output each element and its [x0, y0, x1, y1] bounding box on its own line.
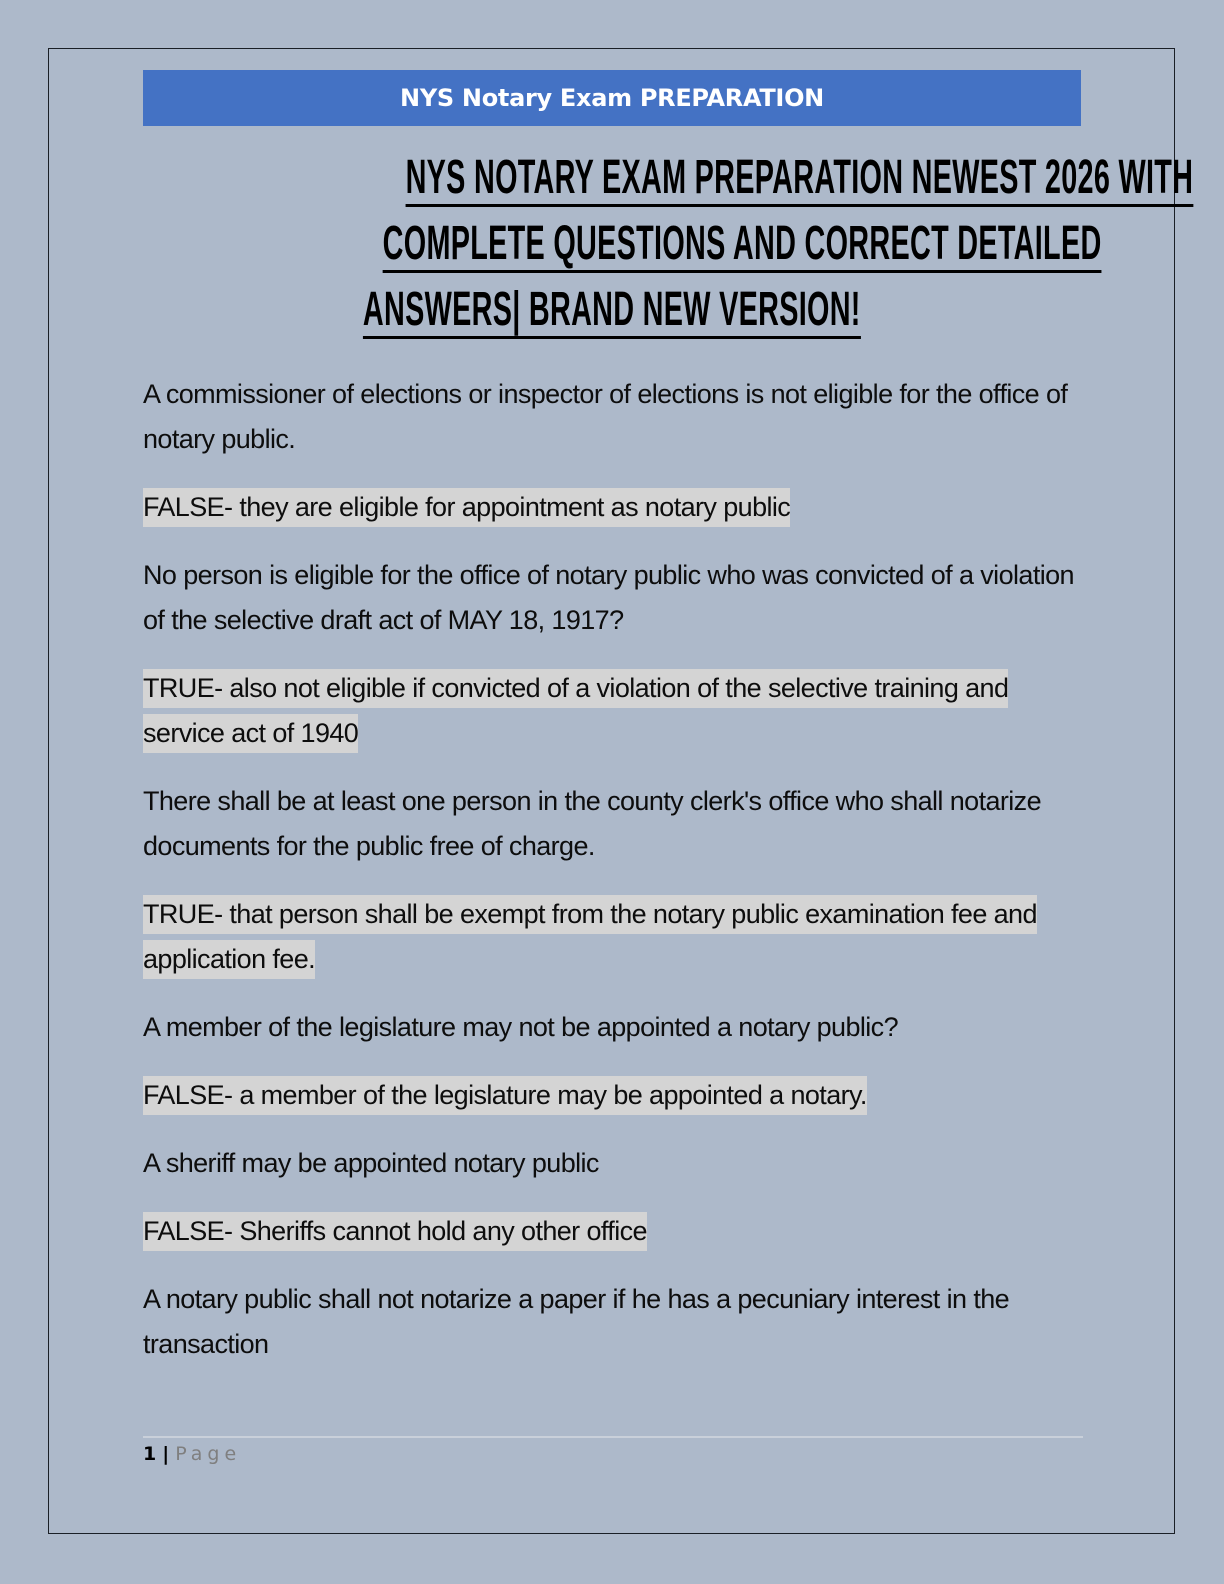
question-5: A sheriff may be appointed notary public [143, 1148, 599, 1178]
page-footer [143, 1441, 241, 1467]
question-3: There shall be at least one person in the county clerk's office who shall notarize documents for the public free of charge. [143, 786, 1041, 861]
footer-divider [143, 1436, 1083, 1438]
title-line-3: ANSWERS| BRAND NEW VERSION! [363, 284, 861, 339]
answer-3 [143, 892, 1083, 982]
question-1: A commissioner of elections or inspector of elections is not eligible for the office of notary public. [143, 379, 1068, 454]
answer-1-text: FALSE- they are eligible for appointment as notary public [143, 488, 790, 527]
answer-3-text: TRUE- that person shall be exempt from the notary public examination fee and application fee. [143, 895, 1037, 979]
question-2: No person is eligible for the office of notary public who was convicted of a violation of the selective draft act of MAY 18, 1917? [143, 560, 1074, 635]
page-label: Page [175, 1443, 242, 1465]
title-line-2: COMPLETE QUESTIONS AND CORRECT DETAILED [383, 218, 1102, 273]
header-banner [143, 70, 1081, 126]
banner-text: NYS Notary Exam PREPARATION [400, 84, 824, 112]
answer-1 [143, 485, 1083, 530]
answer-5-text: FALSE- Sheriffs cannot hold any other office [143, 1212, 647, 1251]
title-line [143, 284, 1081, 350]
title-line [143, 217, 1102, 284]
answer-2 [143, 666, 1083, 756]
answer-2-text: TRUE- also not eligible if convicted of a violation of the selective training and service act of 1940 [143, 669, 1008, 753]
title-line-1: NYS NOTARY EXAM PREPARATION NEWEST 2026 WITH [406, 152, 1194, 207]
question-6: A notary public shall not notarize a paper if he has a pecuniary interest in the transaction [143, 1284, 1010, 1359]
page-number: 1 [143, 1443, 157, 1465]
document-title [143, 151, 1194, 350]
answer-4 [143, 1073, 1083, 1118]
answer-5 [143, 1209, 1083, 1254]
qa-content [143, 372, 1083, 1390]
answer-4-text: FALSE- a member of the legislature may be appointed a notary. [143, 1076, 867, 1115]
footer-separator: | [162, 1443, 170, 1465]
question-4: A member of the legislature may not be appointed a notary public? [143, 1012, 898, 1042]
title-line [143, 151, 1194, 218]
